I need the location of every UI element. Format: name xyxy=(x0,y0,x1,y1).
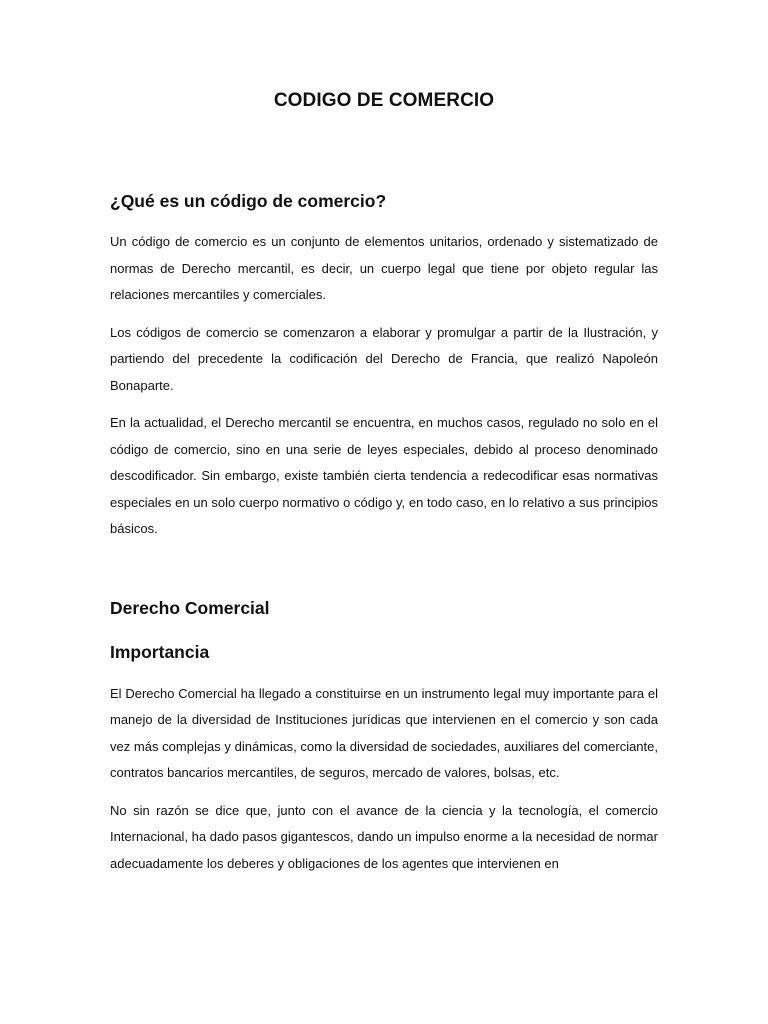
page-bottom-clip xyxy=(110,798,658,878)
section-heading-importancia: Importancia xyxy=(110,641,210,662)
document-content xyxy=(110,84,658,877)
paragraph-definicion: Un código de comercio es un conjunto de elementos unitarios, ordenado y sistematizado de normas de Derecho mercantil, es decir, un cuerpo legal que tiene por objeto regular las relaciones mercantiles y comerciales. xyxy=(110,234,658,302)
document-title: CODIGO DE COMERCIO xyxy=(273,90,495,111)
paragraph-actualidad: En la actualidad, el Derecho mercantil se encuentra, en muchos casos, regulado no solo en el código de comercio, sino en una serie de leyes especiales, debido al proceso denominado descodificador. Sin embargo, existe también cierta tendencia a redecodificar esas normativas especiales en un solo cuerpo normativo o código y, en todo caso, en lo relativo a sus principios básicos. xyxy=(110,415,658,536)
section-heading-que-es: ¿Qué es un código de comercio? xyxy=(110,191,387,211)
paragraph-ilustracion: Los códigos de comercio se comenzaron a elaborar y promulgar a partir de la Ilustración, y partiendo del precedente la codificación del Derecho de Francia, que realizó Napoleón Bonaparte. xyxy=(110,324,658,393)
paragraph-comercio-internacional: No sin razón se dice que, junto con el avance de la ciencia y la tecnología, el comercio Internacional, ha dado pasos gigantescos, dando un impulso enorme a la necesidad de normar adecuadamente los deberes y obligaciones de los agentes que intervienen en xyxy=(110,802,658,871)
section-heading-derecho-comercial: Derecho Comercial xyxy=(110,597,270,618)
paragraph-importancia: El Derecho Comercial ha llegado a constituirse en un instrumento legal muy importante para el manejo de la diversidad de Instituciones jurídicas que intervienen en el comercio y son cada vez más complejas y dinámicas, como la diversidad de sociedades, auxiliares del comerciante, contratos bancarios mercantiles, de seguros, mercado de valores, bolsas, etc. xyxy=(110,685,658,780)
